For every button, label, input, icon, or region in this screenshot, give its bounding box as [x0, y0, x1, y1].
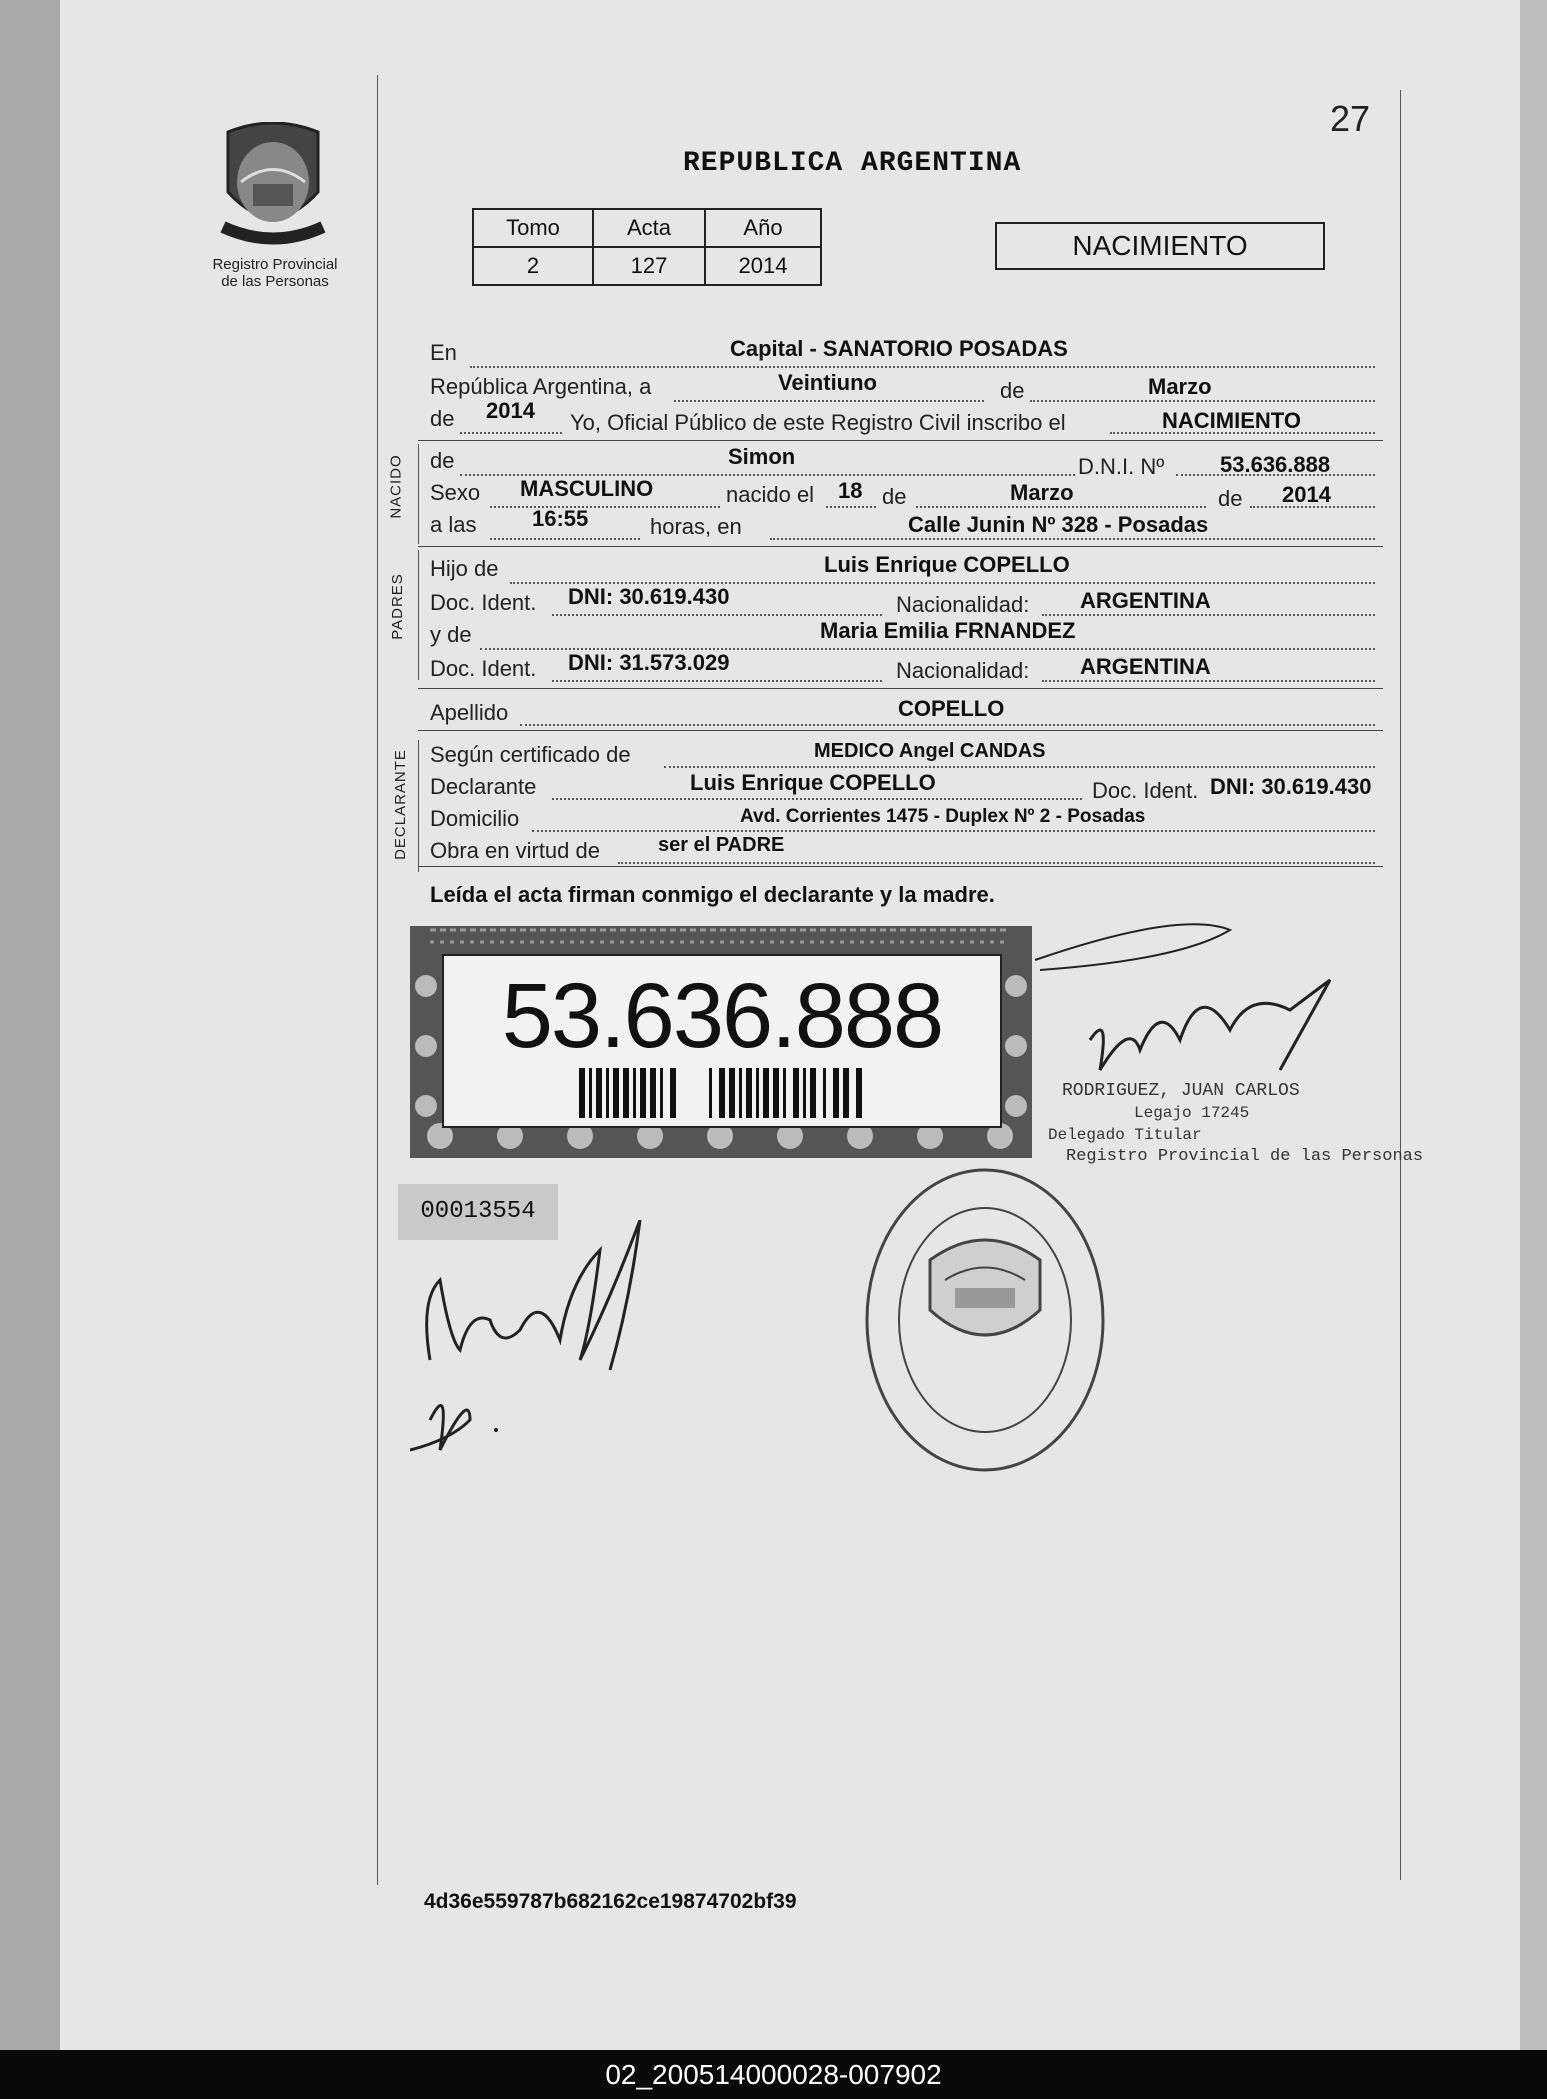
de-label: de: [1000, 378, 1025, 403]
sexo-label: Sexo: [430, 480, 481, 505]
dotted-line: [618, 862, 1375, 864]
declarante-doc-value: DNI: 30.619.430: [1210, 774, 1372, 799]
official-signature-block: [1048, 1080, 1423, 1168]
section-divider: [418, 866, 1383, 867]
father-doc-value: DNI: 30.619.430: [568, 584, 730, 609]
crest-caption: [190, 256, 360, 290]
father-nac-value: ARGENTINA: [1080, 588, 1211, 613]
birth-place-value: Calle Junin Nº 328 - Posadas: [908, 512, 1209, 537]
right-margin-rule: [1400, 90, 1401, 1880]
tomo-value: 2: [473, 247, 593, 285]
dotted-line: [916, 506, 1206, 508]
registry-table: [472, 208, 822, 286]
section-divider: [418, 688, 1383, 689]
document-hash: 4d36e559787b682162ce19874702bf39: [424, 1890, 797, 1913]
apellido-label: Apellido: [430, 700, 509, 725]
birth-year-value: 2014: [1282, 482, 1331, 507]
hora-label: a las: [430, 512, 477, 537]
domicilio-label: Domicilio: [430, 806, 520, 831]
hijo-de-label: Hijo de: [430, 556, 499, 581]
month-value: Marzo: [1148, 374, 1212, 399]
birth-de-label: de: [882, 484, 907, 509]
anio-header: Año: [705, 209, 821, 247]
section-rule: [418, 740, 419, 872]
page-number: 27: [1330, 98, 1371, 139]
dotted-line: [770, 538, 1375, 540]
mother-nac-value: ARGENTINA: [1080, 654, 1211, 679]
mother-doc-value: DNI: 31.573.029: [568, 650, 730, 675]
padres-section-label: PADRES: [388, 573, 406, 640]
republica-label: República Argentina, a: [430, 374, 652, 399]
declarante-section-label: DECLARANTE: [391, 749, 409, 860]
mother-nac-label: Nacionalidad:: [896, 658, 1030, 683]
scan-left-edge: [0, 0, 60, 2050]
father-doc-label: Doc. Ident.: [430, 590, 537, 615]
inscribo-value: NACIMIENTO: [1162, 408, 1301, 433]
crest-caption-line2: de las Personas: [221, 273, 329, 290]
dotted-line: [490, 506, 720, 508]
certificado-label: Según certificado de: [430, 742, 631, 767]
dotted-line: [1042, 614, 1375, 616]
dotted-line: [1042, 680, 1375, 682]
declarante-label: Declarante: [430, 774, 537, 799]
father-name-value: Luis Enrique COPELLO: [824, 552, 1070, 577]
horas-en-label: horas, en: [650, 514, 742, 539]
scan-id-bar: 02_200514000028-007902: [0, 2050, 1547, 2099]
tomo-header: Tomo: [473, 209, 593, 247]
official-role: Delegado Titular: [1048, 1126, 1202, 1144]
dotted-line: [520, 724, 1375, 726]
section-rule: [418, 550, 419, 680]
closing-statement: Leída el acta firman conmigo el declarante y la madre.: [430, 882, 995, 907]
section-divider: [418, 546, 1383, 547]
child-dni-value: 53.636.888: [1220, 452, 1331, 477]
crest-caption-line1: Registro Provincial: [212, 256, 338, 273]
hora-value: 16:55: [532, 506, 589, 531]
section-divider: [418, 730, 1383, 731]
dni-sticker-panel: [442, 954, 1002, 1128]
dotted-line: [490, 538, 640, 540]
apellido-value: COPELLO: [898, 696, 1005, 721]
document-type-box: NACIMIENTO: [995, 222, 1325, 270]
domicilio-value: Avd. Corrientes 1475 - Duplex Nº 2 - Posadas: [740, 806, 1146, 827]
dotted-line: [552, 798, 1082, 800]
birth-day-value: 18: [838, 478, 863, 503]
dotted-line: [470, 366, 1375, 368]
registry-seal: [860, 1160, 1110, 1480]
acta-value: 127: [593, 247, 705, 285]
declarante-value: Luis Enrique COPELLO: [690, 770, 936, 795]
section-divider: [418, 440, 1383, 441]
dotted-line: [460, 432, 562, 434]
certificado-value: MEDICO Angel CANDAS: [814, 740, 1046, 762]
dotted-line: [664, 766, 1375, 768]
declarante-doc-label: Doc. Ident.: [1092, 778, 1199, 803]
scan-right-edge: [1520, 0, 1547, 2050]
en-label: En: [430, 340, 457, 365]
birth-de-year-label: de: [1218, 486, 1243, 511]
nacido-el-label: nacido el: [726, 482, 815, 507]
left-margin-rule: [377, 75, 378, 1885]
dotted-line: [1030, 400, 1375, 402]
sexo-value: MASCULINO: [520, 476, 654, 501]
dni-label: D.N.I. Nº: [1078, 454, 1165, 479]
declarant-signature: [410, 1220, 650, 1460]
official-name: RODRIGUEZ, JUAN CARLOS: [1062, 1081, 1300, 1101]
dotted-line: [826, 506, 876, 508]
de-year-label: de: [430, 406, 455, 431]
official-legajo: Legajo 17245: [1134, 1104, 1250, 1122]
yo-label: Yo, Oficial Público de este Registro Civil inscribo el: [570, 410, 1066, 435]
dotted-line: [532, 830, 1375, 832]
dni-sticker-number: 53.636.888: [501, 965, 943, 1067]
section-rule: [418, 444, 419, 544]
stamp-number: 00013554: [398, 1184, 558, 1240]
dotted-line: [674, 400, 984, 402]
child-name-value: Simon: [728, 444, 796, 469]
y-de-label: y de: [430, 622, 472, 647]
dni-sticker: [410, 926, 1032, 1158]
document-title: REPUBLICA ARGENTINA: [683, 148, 1022, 179]
provincial-crest-logo: [213, 122, 333, 250]
dotted-line: [552, 680, 882, 682]
birth-month-value: Marzo: [1010, 480, 1074, 505]
acta-header: Acta: [593, 209, 705, 247]
official-office: Registro Provincial de las Personas: [1066, 1147, 1424, 1166]
mother-doc-label: Doc. Ident.: [430, 656, 537, 681]
obra-value: ser el PADRE: [658, 834, 785, 856]
en-value: Capital - SANATORIO POSADAS: [730, 336, 1068, 361]
father-nac-label: Nacionalidad:: [896, 592, 1030, 617]
barcode: [579, 1068, 869, 1118]
obra-label: Obra en virtud de: [430, 838, 600, 863]
anio-value: 2014: [705, 247, 821, 285]
mother-name-value: Maria Emilia FRNANDEZ: [820, 618, 1076, 643]
year-value: 2014: [486, 398, 535, 423]
day-words-value: Veintiuno: [778, 370, 877, 395]
nacido-section-label: NACIDO: [387, 454, 405, 519]
nacido-de-label: de: [430, 448, 455, 473]
dotted-line: [552, 614, 882, 616]
